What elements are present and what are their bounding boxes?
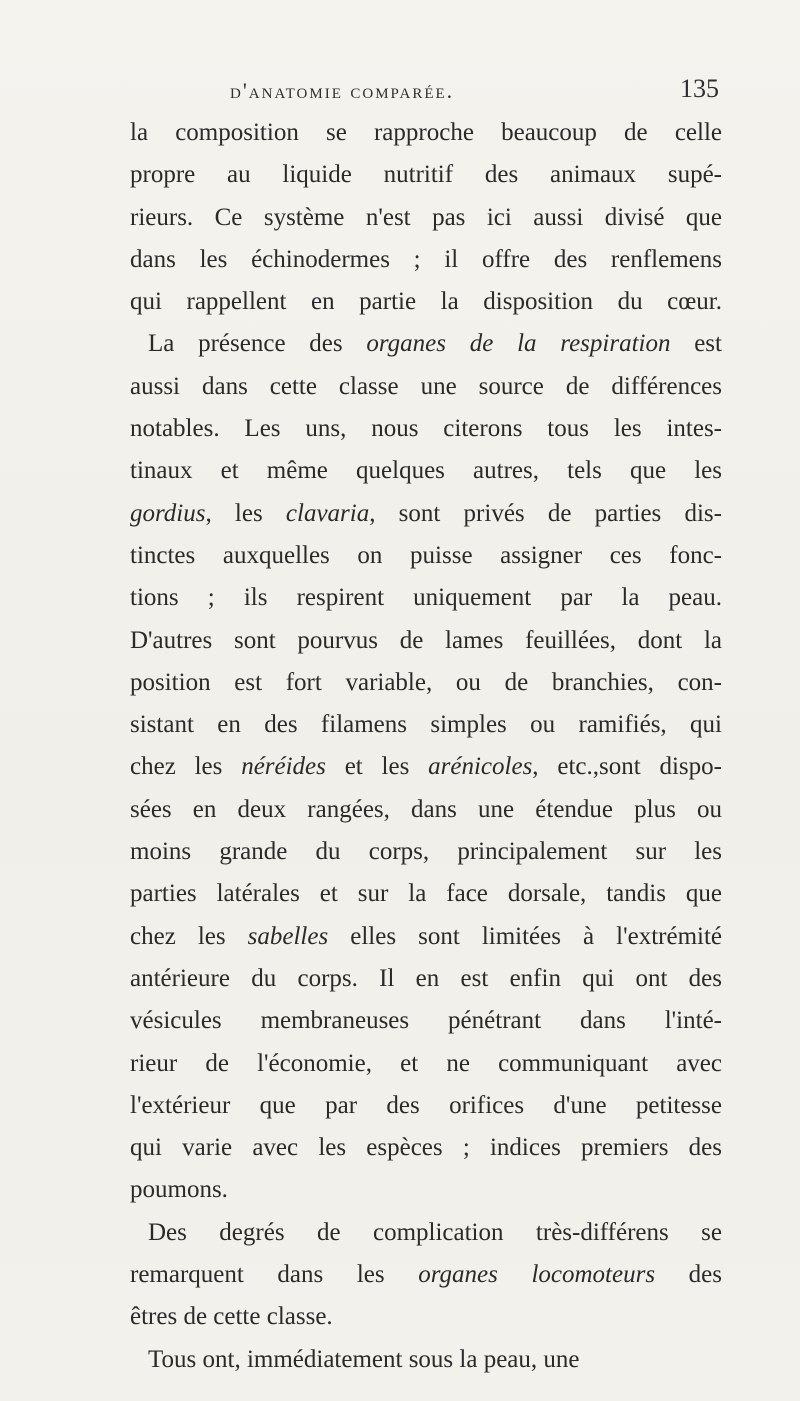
text-segment: La présence des (148, 330, 367, 358)
text-line (130, 789, 722, 831)
text-line (130, 958, 722, 1000)
running-title: d'anatomie comparée. (230, 78, 455, 103)
text-segment: la composition se rapproche beaucoup de celle (130, 119, 722, 146)
text-segment: qui varie avec les espèces ; indices premiers des (130, 1134, 722, 1162)
text-segment: Tous ont, immédiatement sous la peau, une (148, 1345, 580, 1373)
text-segment: sées en deux rangées, dans une étendue plus ou (130, 795, 722, 823)
body-text (130, 112, 722, 1381)
text-line (130, 408, 722, 450)
text-line (130, 1043, 722, 1085)
text-segment: D'autres sont pourvus de lames feuillées, dont la (130, 626, 722, 654)
text-segment: chez les (130, 922, 248, 950)
text-line (130, 197, 722, 239)
text-segment: aussi dans cette classe une source de différences (130, 372, 722, 400)
text-line (130, 112, 722, 154)
text-segment: Des degrés de complication très-différens se (148, 1218, 722, 1246)
text-line (130, 535, 722, 577)
italic-term: sabelles (247, 922, 329, 950)
text-segment: tinctes auxquelles on puisse assigner ces fonc- (130, 541, 722, 569)
text-line (130, 281, 722, 323)
text-line (130, 239, 722, 281)
text-line (130, 1169, 722, 1211)
text-segment: notables. Les uns, nous citerons tous les intes- (130, 415, 722, 443)
text-segment: position est fort variable, ou de branchies, con- (130, 668, 722, 696)
text-line (130, 493, 722, 535)
text-segment: qui rappellent en partie la disposition du cœur. (130, 288, 722, 316)
text-segment: sistant en des filamens simples ou ramifiés, qui (130, 711, 722, 739)
text-segment: elles sont limitées à l'extrémité (328, 922, 722, 950)
text-line (130, 662, 722, 704)
text-line (130, 1127, 722, 1169)
italic-term: organes locomoteurs (418, 1261, 656, 1289)
text-segment: êtres de cette classe. (130, 1303, 333, 1331)
text-segment: et les (325, 753, 429, 781)
text-line (130, 831, 722, 873)
text-line (130, 916, 722, 958)
text-segment: moins grande du corps, principalement sur les (130, 838, 722, 866)
text-segment: rieur de l'économie, et ne communiquant avec (130, 1049, 722, 1077)
italic-term: organes de la respiration (366, 330, 671, 358)
text-segment: , etc.,sont dispo- (532, 753, 722, 781)
italic-term: néréides (241, 753, 326, 781)
text-segment: remarquent dans les (130, 1261, 419, 1289)
text-segment: l'extérieur que par des orifices d'une petitesse (130, 1091, 722, 1119)
text-line (130, 577, 722, 619)
italic-term: clavaria (285, 499, 370, 527)
text-line (130, 450, 722, 492)
text-line (130, 704, 722, 746)
text-segment: antérieure du corps. Il en est enfin qui ont des (130, 964, 722, 992)
italic-term: gordius (130, 499, 206, 527)
text-segment: vésicules membraneuses pénétrant dans l'inté- (130, 1007, 722, 1035)
text-segment: , sont privés de parties dis- (369, 499, 722, 527)
text-line (130, 1212, 722, 1254)
text-line (130, 1339, 722, 1381)
text-segment: rieurs. Ce système n'est pas ici aussi divisé que (130, 203, 722, 231)
text-segment: poumons. (130, 1176, 228, 1204)
text-line (130, 746, 722, 788)
text-segment: propre au liquide nutritif des animaux supé- (130, 161, 722, 189)
page-number: 135 (680, 74, 719, 103)
text-line (130, 620, 722, 662)
text-line (130, 366, 722, 408)
text-segment: tions ; ils respirent uniquement par la peau. (130, 584, 722, 612)
text-line (130, 1254, 722, 1296)
text-segment: des (655, 1261, 722, 1289)
text-line (130, 323, 722, 365)
text-line (130, 1000, 722, 1042)
text-segment: dans les échinodermes ; il offre des renflemens (130, 245, 722, 273)
text-line (130, 873, 722, 915)
text-line (130, 1085, 722, 1127)
text-line (130, 1296, 722, 1338)
text-segment: parties latérales et sur la face dorsale, tandis que (130, 880, 722, 908)
text-segment: est (670, 330, 722, 358)
text-segment: tinaux et même quelques autres, tels que les (130, 457, 722, 485)
text-line (130, 154, 722, 196)
text-segment: , les (205, 499, 286, 527)
italic-term: arénicoles (428, 753, 533, 781)
text-segment: chez les (130, 753, 242, 781)
